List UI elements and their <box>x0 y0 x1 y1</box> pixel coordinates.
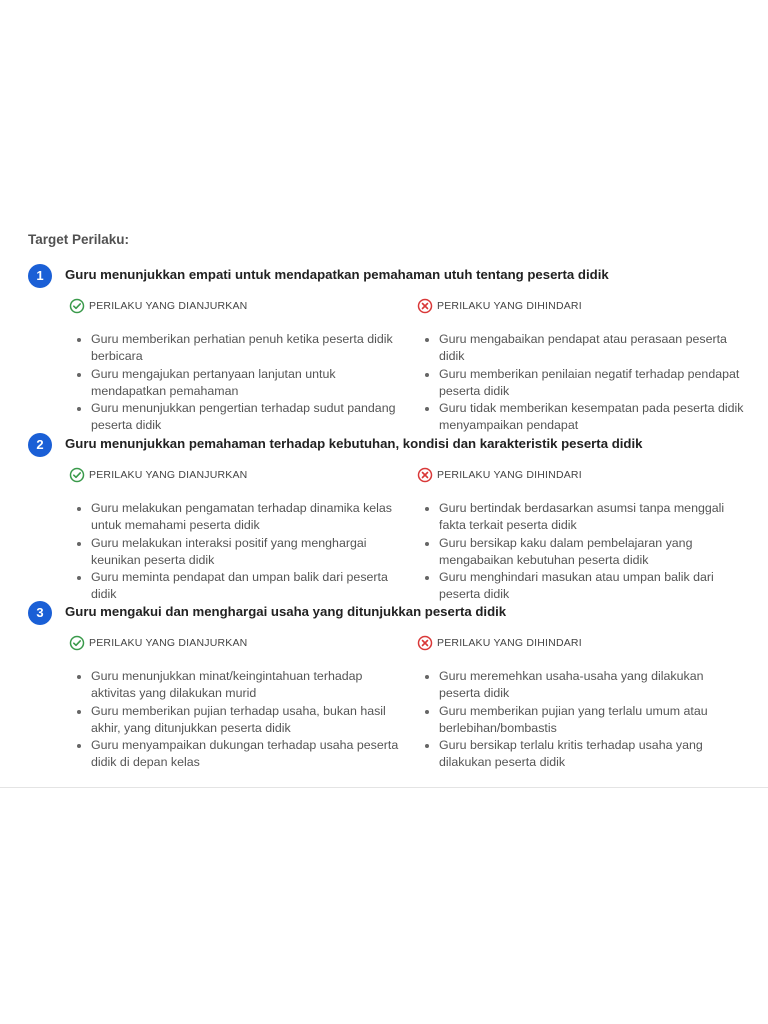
avoided-label: PERILAKU YANG DIHINDARI <box>417 467 582 485</box>
list-item: Guru menunjukkan pengertian terhadap sudut pandang peserta didik <box>69 400 399 435</box>
page-heading: Target Perilaku: <box>28 232 130 247</box>
section-header <box>28 264 758 288</box>
recommended-label: PERILAKU YANG DIANJURKAN <box>69 635 247 653</box>
check-circle-icon <box>69 635 85 651</box>
recommended-list <box>69 331 399 435</box>
list-item: Guru memberikan penilaian negatif terhadap pendapat peserta didik <box>417 366 747 401</box>
avoided-list <box>417 331 747 435</box>
avoided-list <box>417 500 747 604</box>
list-item: Guru menghindari masukan atau umpan balik dari peserta didik <box>417 569 747 604</box>
list-item: Guru tidak memberikan kesempatan pada peserta didik menyampaikan pendapat <box>417 400 747 435</box>
avoided-label: PERILAKU YANG DIHINDARI <box>417 635 582 653</box>
x-circle-icon <box>417 298 433 314</box>
recommended-label: PERILAKU YANG DIANJURKAN <box>69 467 247 485</box>
list-item: Guru memberikan perhatian penuh ketika peserta didik berbicara <box>69 331 399 366</box>
section-number-badge: 2 <box>28 433 52 457</box>
list-item: Guru mengajukan pertanyaan lanjutan untuk mendapatkan pemahaman <box>69 366 399 401</box>
list-item: Guru bertindak berdasarkan asumsi tanpa menggali fakta terkait peserta didik <box>417 500 747 535</box>
check-circle-icon <box>69 298 85 314</box>
check-circle-icon <box>69 467 85 483</box>
list-item: Guru melakukan pengamatan terhadap dinamika kelas untuk memahami peserta didik <box>69 500 399 535</box>
section-3 <box>28 601 758 775</box>
x-circle-icon <box>417 467 433 483</box>
bottom-divider <box>0 787 768 788</box>
x-circle-icon <box>417 635 433 651</box>
list-item: Guru memberikan pujian terhadap usaha, bukan hasil akhir, yang ditunjukkan peserta didik <box>69 703 399 738</box>
section-number-badge: 1 <box>28 264 52 288</box>
list-item: Guru menyampaikan dukungan terhadap usaha peserta didik di depan kelas <box>69 737 399 772</box>
section-title: Guru menunjukkan pemahaman terhadap kebutuhan, kondisi dan karakteristik peserta didik <box>65 436 643 451</box>
list-item: Guru memberikan pujian yang terlalu umum atau berlebihan/bombastis <box>417 703 747 738</box>
avoided-label: PERILAKU YANG DIHINDARI <box>417 298 582 316</box>
section-header <box>28 601 758 625</box>
list-item: Guru meminta pendapat dan umpan balik dari peserta didik <box>69 569 399 604</box>
list-item: Guru mengabaikan pendapat atau perasaan peserta didik <box>417 331 747 366</box>
list-item: Guru bersikap kaku dalam pembelajaran yang mengabaikan kebutuhan peserta didik <box>417 535 747 570</box>
list-item: Guru meremehkan usaha-usaha yang dilakukan peserta didik <box>417 668 747 703</box>
section-2 <box>28 433 758 607</box>
list-item: Guru melakukan interaksi positif yang menghargai keunikan peserta didik <box>69 535 399 570</box>
avoided-list <box>417 668 747 772</box>
list-item: Guru menunjukkan minat/keingintahuan terhadap aktivitas yang dilakukan murid <box>69 668 399 703</box>
section-title: Guru menunjukkan empati untuk mendapatkan pemahaman utuh tentang peserta didik <box>65 267 609 282</box>
list-item: Guru bersikap terlalu kritis terhadap usaha yang dilakukan peserta didik <box>417 737 747 772</box>
section-header <box>28 433 758 457</box>
recommended-list <box>69 668 399 772</box>
section-number-badge: 3 <box>28 601 52 625</box>
section-title: Guru mengakui dan menghargai usaha yang ditunjukkan peserta didik <box>65 604 507 619</box>
recommended-label: PERILAKU YANG DIANJURKAN <box>69 298 247 316</box>
recommended-list <box>69 500 399 604</box>
section-1 <box>28 264 758 438</box>
